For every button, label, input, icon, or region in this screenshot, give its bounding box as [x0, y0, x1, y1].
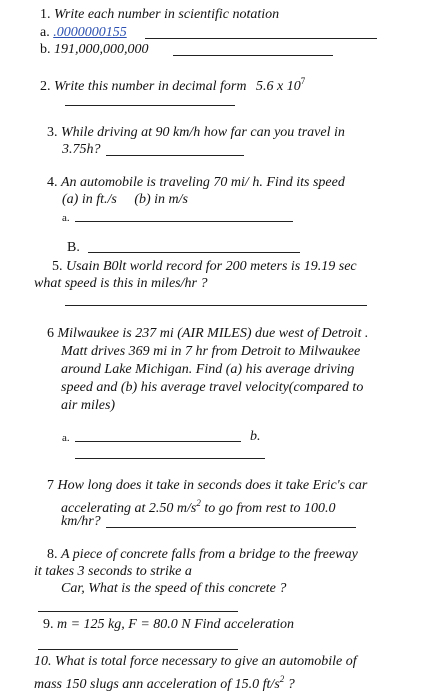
q7-answer-line[interactable]: [106, 527, 356, 528]
q6-line4: speed and (b) his average travel velocity(compared to: [61, 380, 364, 395]
q5-prompt-1: Usain B0lt world record for 200 meters is 19.19 sec: [66, 259, 357, 274]
q7-line2-rest: to go from rest to 100.0: [200, 501, 336, 516]
q6a-answer-line[interactable]: [75, 441, 241, 442]
q4-number: 4.: [47, 175, 58, 190]
q1a-answer-line[interactable]: [145, 38, 377, 39]
q7-prompt-1: How long does it take in seconds does it take Eric's car: [57, 478, 368, 493]
q6-line2: Matt drives 369 mi in 7 hr from Detroit to Milwaukee: [61, 344, 361, 359]
q1a: [40, 24, 127, 41]
q7-number: 7: [47, 478, 54, 493]
q1b-value: 191,000,000,000: [54, 42, 149, 57]
q3-line1: [47, 124, 345, 141]
q8-line2: it takes 3 seconds to strike a: [34, 564, 192, 579]
q4a-answer-line[interactable]: [75, 221, 293, 222]
q6b-answer-line[interactable]: [75, 458, 265, 459]
q4-line1: [47, 174, 345, 191]
q5-answer-line[interactable]: [65, 305, 367, 306]
q6-number: 6: [47, 326, 54, 341]
q8-line3: Car, What is the speed of this concrete ?: [61, 581, 287, 596]
q2-number: 2.: [40, 79, 51, 94]
q7-exponent: 2: [196, 498, 201, 508]
q6b-label: b.: [250, 429, 261, 444]
q8-answer-line[interactable]: [38, 611, 238, 612]
q8-line1: [47, 546, 358, 563]
q4b-label: B.: [67, 240, 80, 255]
q4b-answer-line[interactable]: [88, 252, 300, 253]
q2-prompt: Write this number in decimal form: [54, 79, 247, 94]
q2-value: 5.6 x 10: [256, 79, 301, 94]
q2-answer-line[interactable]: [65, 105, 235, 106]
q10-line2-rest: ?: [284, 677, 295, 692]
q6-line1: [47, 325, 368, 342]
q1-text: [40, 6, 279, 23]
q9-answer-line[interactable]: [38, 649, 238, 650]
q4-prompt-1: An automobile is traveling 70 mi/ h. Find its speed: [61, 175, 345, 190]
q1b: [40, 41, 149, 58]
q1a-value[interactable]: .0000000155: [53, 25, 127, 40]
q10-line2-text: mass 150 slugs ann acceleration of 15.0 ft/s: [34, 677, 280, 692]
q6-prompt-1: Milwaukee is 237 mi (AIR MILES) due west of Detroit .: [57, 326, 369, 341]
q10-number: 10.: [34, 654, 52, 669]
q8-prompt-1: A piece of concrete falls from a bridge to the freeway: [61, 547, 358, 562]
q8-number: 8.: [47, 547, 58, 562]
q5-line1: [52, 258, 357, 275]
q3-number: 3.: [47, 125, 58, 140]
q1a-label: a.: [40, 25, 50, 40]
q1-prompt: Write each number in scientific notation: [54, 7, 280, 22]
q6-line3: around Lake Michigan. Find (a) his average driving: [61, 362, 355, 377]
q10-line1: [34, 653, 357, 670]
q1-number: 1.: [40, 7, 51, 22]
q1b-answer-line[interactable]: [173, 55, 333, 56]
q10-line2: [34, 671, 295, 693]
q4-line2: (a) in ft./s (b) in m/s: [62, 192, 188, 207]
q7-line3: km/hr?: [61, 514, 101, 529]
q3-answer-line[interactable]: [106, 155, 244, 156]
q6a-label: a.: [62, 432, 70, 444]
q1b-label: b.: [40, 42, 51, 57]
q9-prompt: m = 125 kg, F = 80.0 N Find acceleration: [57, 617, 295, 632]
q2-exponent: 7: [300, 76, 306, 86]
q3-line2: 3.75h?: [62, 142, 101, 157]
q5-line2: what speed is this in miles/hr ?: [34, 276, 208, 291]
q3-prompt-1: While driving at 90 km/h how far can you travel in: [61, 125, 345, 140]
q5-number: 5.: [52, 259, 63, 274]
q9-text: [43, 616, 294, 633]
q2-text: [40, 73, 305, 95]
q9-number: 9.: [43, 617, 54, 632]
q10-exponent: 2: [279, 674, 285, 684]
q4a-label: a.: [62, 212, 70, 224]
q10-prompt-1: What is total force necessary to give an automobile of: [55, 654, 357, 669]
q7-line1: [47, 477, 367, 494]
q6-line5: air miles): [61, 398, 116, 413]
q7-line2-text: accelerating at 2.50 m/s: [61, 501, 197, 516]
q7-line2: [61, 495, 336, 517]
